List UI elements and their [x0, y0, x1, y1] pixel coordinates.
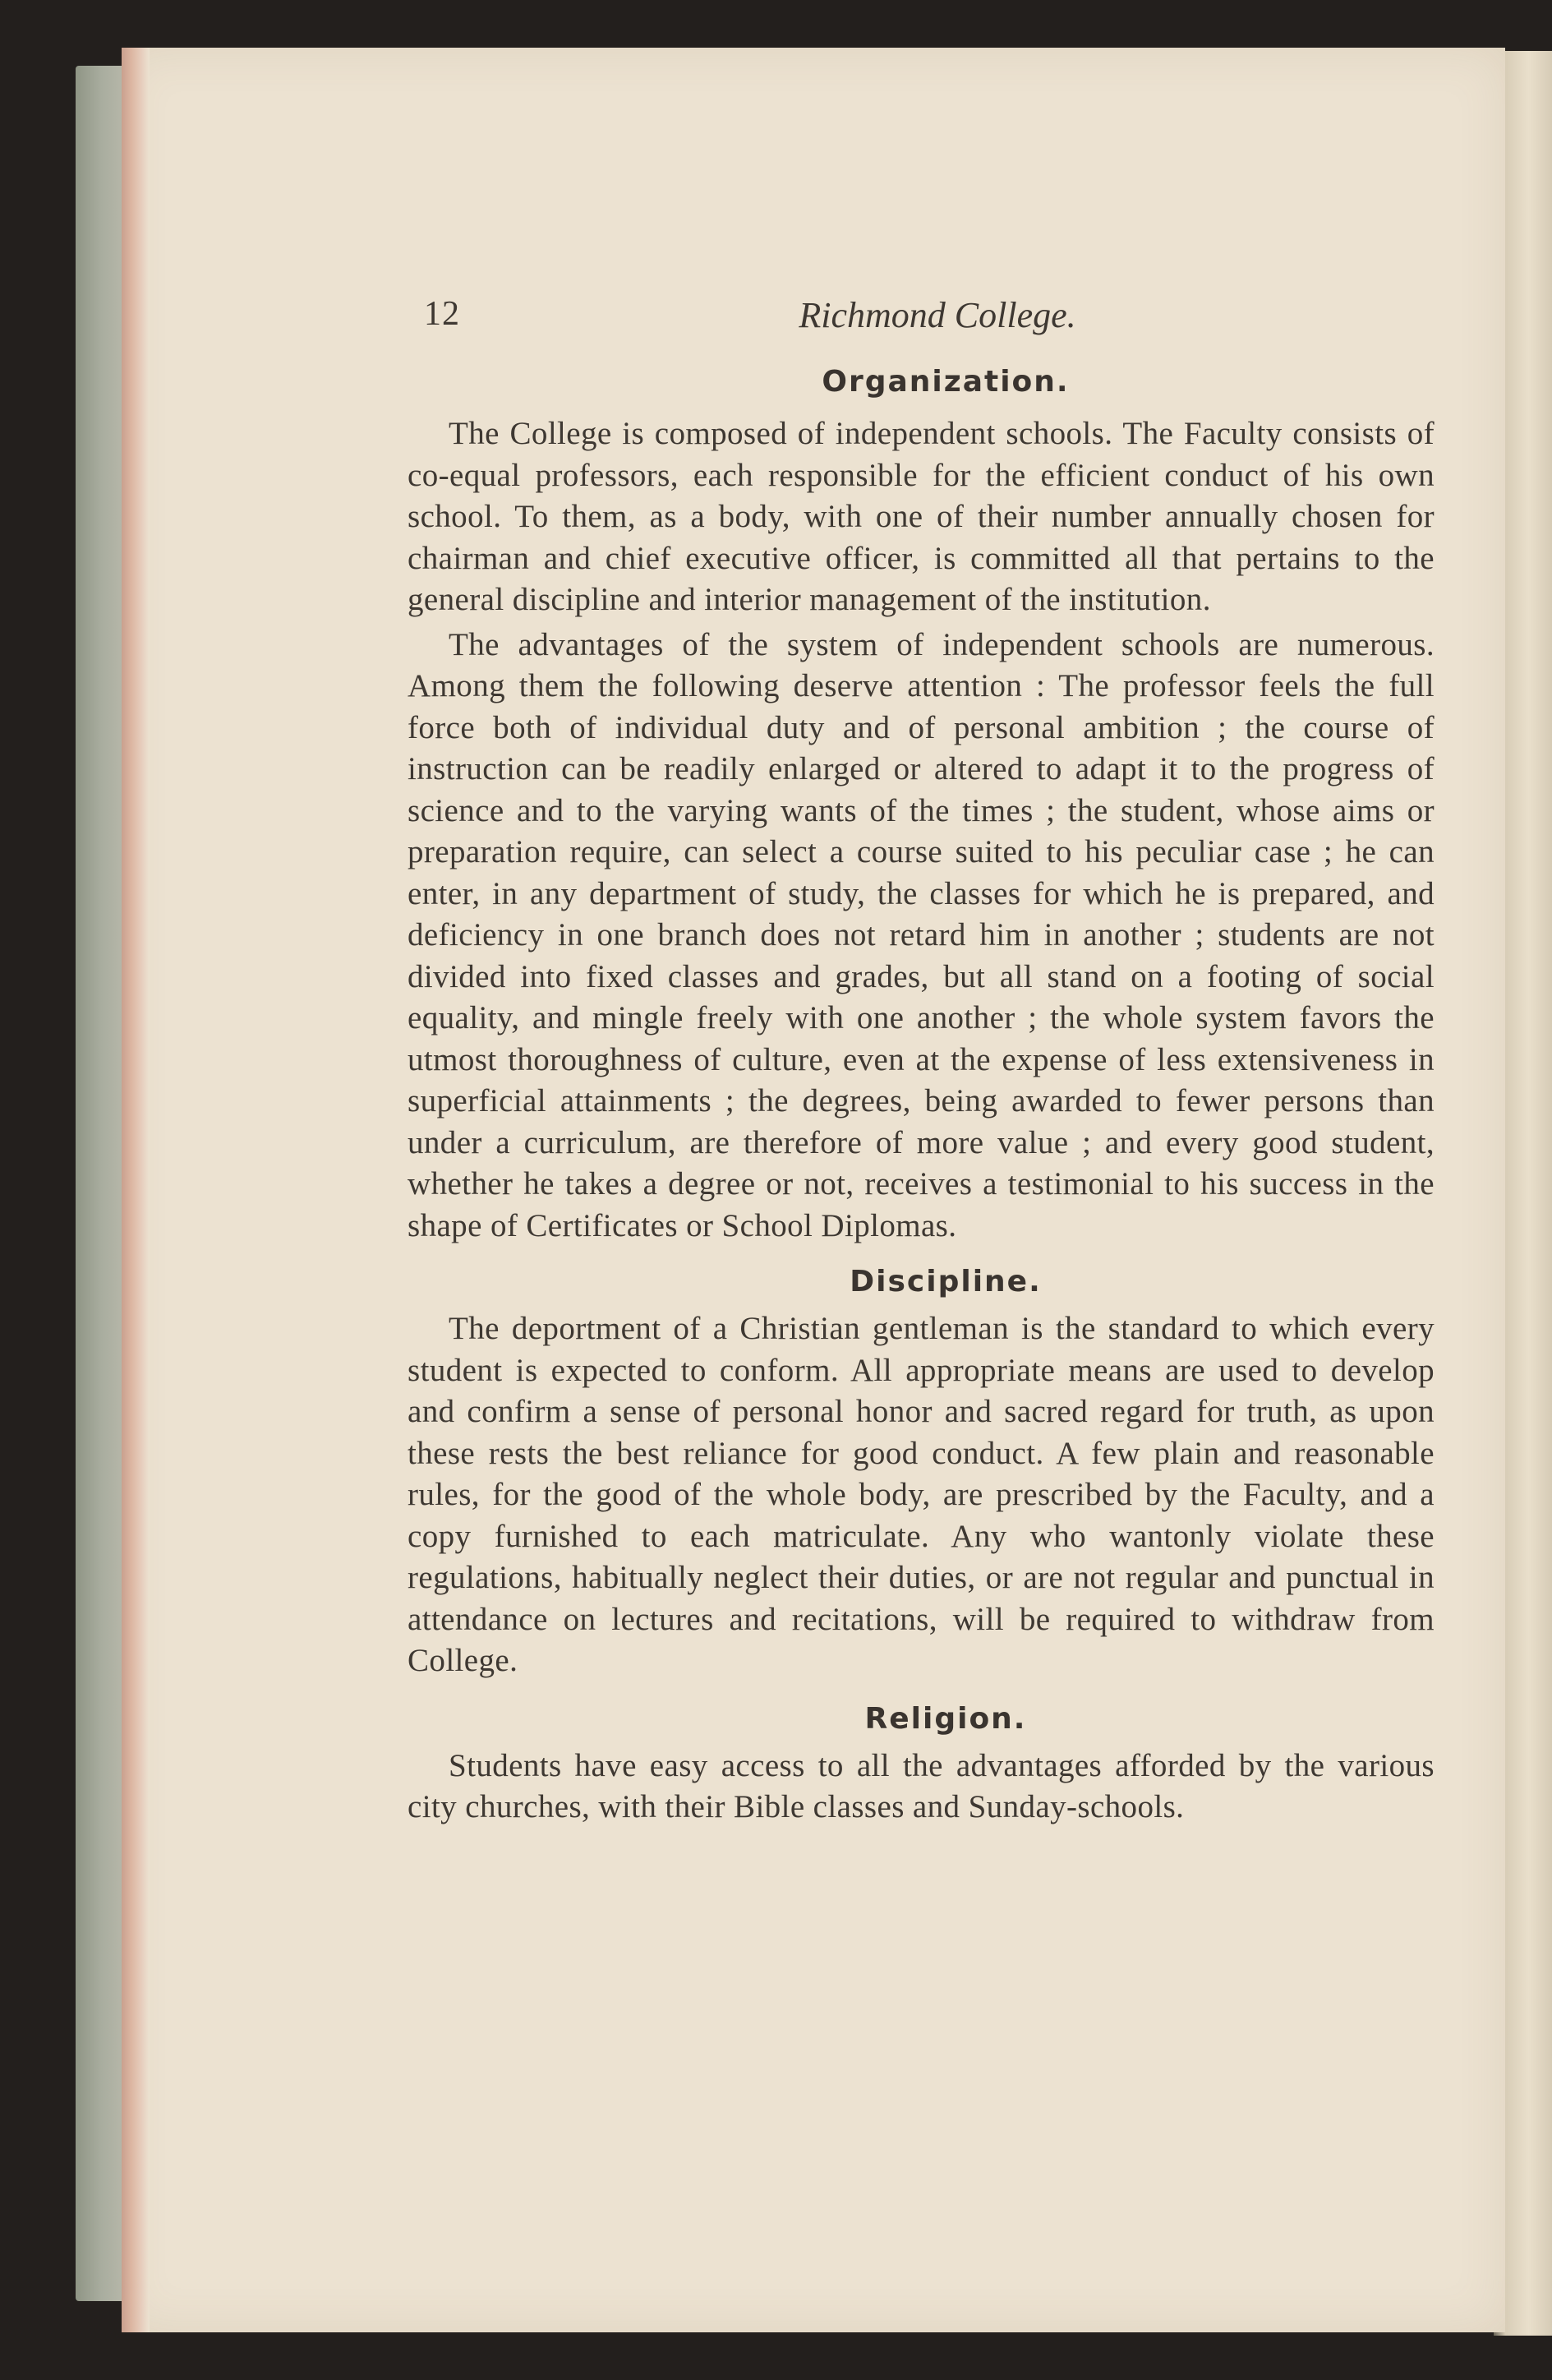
section-heading-organization: Organization.: [822, 365, 1070, 399]
section-heading-religion: Religion.: [864, 1701, 1027, 1736]
running-title: Richmond College.: [799, 295, 1076, 335]
running-head: [408, 279, 1435, 345]
organization-paragraph-2: The advantages of the system of independent schools are numerous. Among them the following deserve attention : The professor feels the full force both of individual duty and of personal ambition ; the course of instruction can be readily enlarged or altered to adapt it to the progress of science and to the varying wants of the times ; the student, whose aims or preparation require, can select a course suited to his peculiar case ; he can enter, in any department of study, the classes for which he is prepared, and deficiency in one branch does not retard him in another ; students are not divided into fixed classes and grades, but all stand on a footing of social equality, and mingle freely with one another ; the whole system favors the utmost thoroughness of culture, even at the expense of less extensiveness in superficial attainments ; the degrees, being awarded to fewer persons than under a curriculum, are therefore of more value ; and every good student, whether he takes a degree or not, receives a testimonial to his success in the shape of Certificates or School Diplomas.: [408, 626, 1435, 1243]
religion-paragraph: Students have easy access to all the advantages afforded by the various city churches, with their Bible classes and Sunday-schools.: [408, 1747, 1435, 1824]
gilt-page-edge: [122, 48, 150, 2332]
page-content: [408, 279, 1435, 1832]
organization-paragraph-1: The College is composed of independent schools. The Faculty consists of co-equal professors, each responsible for the efficient conduct of his own school. To them, as a body, with one of their number annually chosen for chairman and chief executive officer, is committed all that pertains to the general discipline and interior management of the institution.: [408, 416, 1435, 617]
discipline-paragraph: The deportment of a Christian gentleman is the standard to which every student is expected to conform. All appropriate means are used to develop and confirm a sense of personal honor and sacred regard for truth, as upon these rests the best reliance for good conduct. A few plain and reasonable rules, for the good of the whole body, are prescribed by the Faculty, and a copy furnished to each matriculate. Any who wantonly violate these regulations, habitually neglect their duties, or are not regular and punctual in attendance on lectures and recitations, will be required to withdraw from College.: [408, 1311, 1435, 1678]
page-number: 12: [424, 295, 460, 333]
section-heading-discipline: Discipline.: [850, 1265, 1042, 1298]
